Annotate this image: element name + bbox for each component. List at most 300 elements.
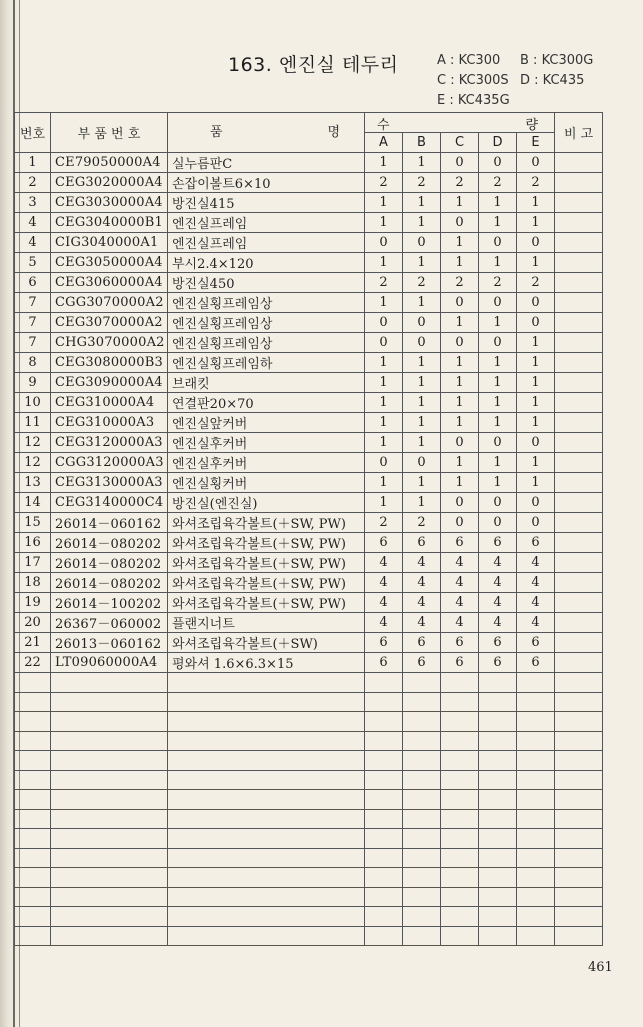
quantity-cell: 4 xyxy=(365,593,403,613)
quantity-cell: 6 xyxy=(517,533,555,553)
part-name: 엔진실횡프레임상 xyxy=(168,333,365,353)
part-number xyxy=(51,731,168,751)
quantity-cell: 0 xyxy=(365,333,403,353)
part-name: 브래킷 xyxy=(168,373,365,393)
table-row xyxy=(15,493,603,513)
quantity-cell: 1 xyxy=(517,353,555,373)
quantity-cell: 0 xyxy=(479,433,517,453)
quantity-cell: 4 xyxy=(403,613,441,633)
quantity-cell: 2 xyxy=(441,273,479,293)
row-number xyxy=(15,731,51,751)
page-number: 461 xyxy=(588,960,613,975)
quantity-cell: 1 xyxy=(517,413,555,433)
quantity-cell: 0 xyxy=(403,333,441,353)
quantity-cell: 1 xyxy=(441,313,479,333)
quantity-cell xyxy=(479,712,517,732)
quantity-cell xyxy=(365,887,403,907)
quantity-cell xyxy=(441,848,479,868)
quantity-cell: 0 xyxy=(517,493,555,513)
part-number: CEG3120000A3 xyxy=(51,433,168,453)
remark-cell xyxy=(555,233,603,253)
quantity-cell: 6 xyxy=(365,653,403,673)
quantity-cell: 1 xyxy=(365,373,403,393)
row-number: 7 xyxy=(15,313,51,333)
header-col-e: E xyxy=(517,133,555,153)
quantity-cell: 2 xyxy=(365,273,403,293)
row-number xyxy=(15,926,51,946)
table-row xyxy=(15,393,603,413)
quantity-cell xyxy=(479,907,517,927)
quantity-cell: 0 xyxy=(517,293,555,313)
part-number: CEG3070000A2 xyxy=(51,313,168,333)
quantity-cell: 6 xyxy=(365,633,403,653)
row-number: 15 xyxy=(15,513,51,533)
row-number: 20 xyxy=(15,613,51,633)
header-col-a: A xyxy=(365,133,403,153)
quantity-cell: 4 xyxy=(365,553,403,573)
remark-cell xyxy=(555,473,603,493)
quantity-cell xyxy=(365,673,403,693)
quantity-cell: 0 xyxy=(441,213,479,233)
table-row xyxy=(15,513,603,533)
row-number xyxy=(15,887,51,907)
quantity-cell xyxy=(365,926,403,946)
part-number: CHG3070000A2 xyxy=(51,333,168,353)
quantity-cell: 0 xyxy=(479,513,517,533)
quantity-cell: 1 xyxy=(441,393,479,413)
quantity-cell xyxy=(517,926,555,946)
table-row xyxy=(15,233,603,253)
empty-table-row xyxy=(15,751,603,771)
part-name xyxy=(168,673,365,693)
quantity-cell: 6 xyxy=(517,633,555,653)
header-col-d: D xyxy=(479,133,517,153)
remark-cell xyxy=(555,907,603,927)
quantity-cell: 6 xyxy=(365,533,403,553)
part-name: 와셔조립육각볼트(＋SW) xyxy=(168,633,365,653)
part-name xyxy=(168,731,365,751)
row-number: 6 xyxy=(15,273,51,293)
part-number xyxy=(51,770,168,790)
quantity-cell xyxy=(403,770,441,790)
row-number: 13 xyxy=(15,473,51,493)
quantity-cell xyxy=(441,809,479,829)
quantity-cell: 4 xyxy=(441,593,479,613)
quantity-cell xyxy=(479,809,517,829)
quantity-cell: 0 xyxy=(517,233,555,253)
row-number: 8 xyxy=(15,353,51,373)
table-row xyxy=(15,373,603,393)
quantity-cell xyxy=(517,887,555,907)
part-number: CEG3030000A4 xyxy=(51,193,168,213)
header-name xyxy=(168,113,365,153)
table-row xyxy=(15,293,603,313)
quantity-cell: 0 xyxy=(441,493,479,513)
row-number xyxy=(15,692,51,712)
quantity-cell xyxy=(517,907,555,927)
empty-table-row xyxy=(15,731,603,751)
part-number xyxy=(51,868,168,888)
part-number xyxy=(51,829,168,849)
quantity-cell xyxy=(403,751,441,771)
remark-cell xyxy=(555,153,603,173)
remark-cell xyxy=(555,593,603,613)
quantity-cell: 1 xyxy=(441,473,479,493)
part-number xyxy=(51,712,168,732)
quantity-cell: 0 xyxy=(479,153,517,173)
quantity-cell: 0 xyxy=(365,313,403,333)
remark-cell xyxy=(555,573,603,593)
quantity-cell: 6 xyxy=(517,653,555,673)
quantity-cell: 1 xyxy=(479,253,517,273)
quantity-cell xyxy=(517,770,555,790)
row-number: 16 xyxy=(15,533,51,553)
quantity-cell xyxy=(365,770,403,790)
part-number xyxy=(51,692,168,712)
row-number: 5 xyxy=(15,253,51,273)
row-number: 4 xyxy=(15,213,51,233)
row-number: 12 xyxy=(15,453,51,473)
quantity-cell: 1 xyxy=(517,373,555,393)
header-no: 번호 xyxy=(15,113,51,153)
part-number: 26014－100202 xyxy=(51,593,168,613)
quantity-cell xyxy=(479,731,517,751)
quantity-cell: 1 xyxy=(441,353,479,373)
quantity-cell: 0 xyxy=(479,493,517,513)
table-row xyxy=(15,573,603,593)
quantity-cell: 1 xyxy=(403,493,441,513)
quantity-cell xyxy=(365,848,403,868)
table-row xyxy=(15,433,603,453)
part-number: CEG3040000B1 xyxy=(51,213,168,233)
quantity-cell: 1 xyxy=(403,193,441,213)
part-name: 엔진실프레임 xyxy=(168,233,365,253)
remark-cell xyxy=(555,887,603,907)
quantity-cell xyxy=(517,731,555,751)
quantity-cell: 4 xyxy=(365,613,403,633)
header-quantity xyxy=(365,113,555,133)
quantity-cell: 4 xyxy=(479,573,517,593)
part-name: 와셔조립육각볼트(＋SW, PW) xyxy=(168,593,365,613)
remark-cell xyxy=(555,373,603,393)
quantity-cell: 1 xyxy=(479,313,517,333)
row-number: 17 xyxy=(15,553,51,573)
quantity-cell: 1 xyxy=(365,193,403,213)
part-number: CEG3090000A4 xyxy=(51,373,168,393)
quantity-cell xyxy=(365,790,403,810)
quantity-cell: 4 xyxy=(517,573,555,593)
quantity-cell: 1 xyxy=(517,393,555,413)
quantity-cell: 0 xyxy=(479,233,517,253)
empty-table-row xyxy=(15,907,603,927)
quantity-cell: 1 xyxy=(479,413,517,433)
part-name xyxy=(168,868,365,888)
quantity-cell xyxy=(517,751,555,771)
remark-cell xyxy=(555,633,603,653)
remark-cell xyxy=(555,333,603,353)
quantity-cell: 1 xyxy=(403,153,441,173)
quantity-cell: 1 xyxy=(365,253,403,273)
quantity-cell: 1 xyxy=(479,393,517,413)
quantity-cell xyxy=(403,673,441,693)
remark-cell xyxy=(555,553,603,573)
quantity-cell: 4 xyxy=(403,573,441,593)
quantity-cell xyxy=(403,887,441,907)
quantity-cell: 0 xyxy=(517,153,555,173)
quantity-cell: 0 xyxy=(441,433,479,453)
quantity-cell xyxy=(517,790,555,810)
header-col-c: C xyxy=(441,133,479,153)
quantity-cell: 1 xyxy=(441,373,479,393)
part-number: CEG310000A3 xyxy=(51,413,168,433)
quantity-cell xyxy=(403,848,441,868)
part-number: 26367－060002 xyxy=(51,613,168,633)
quantity-cell xyxy=(365,712,403,732)
remark-cell xyxy=(555,513,603,533)
quantity-cell: 1 xyxy=(517,473,555,493)
part-name: 엔진실후커버 xyxy=(168,433,365,453)
row-number xyxy=(15,829,51,849)
quantity-cell: 4 xyxy=(517,553,555,573)
part-name xyxy=(168,848,365,868)
remark-cell xyxy=(555,809,603,829)
remark-cell xyxy=(555,493,603,513)
row-number xyxy=(15,809,51,829)
quantity-cell xyxy=(479,829,517,849)
header-col-b: B xyxy=(403,133,441,153)
row-number xyxy=(15,907,51,927)
quantity-cell: 6 xyxy=(441,533,479,553)
part-name: 와셔조립육각볼트(＋SW, PW) xyxy=(168,553,365,573)
quantity-cell: 6 xyxy=(403,533,441,553)
quantity-cell xyxy=(517,673,555,693)
part-name: 와셔조립육각볼트(＋SW, PW) xyxy=(168,513,365,533)
quantity-cell xyxy=(365,829,403,849)
quantity-cell xyxy=(441,673,479,693)
part-name: 엔진실앞커버 xyxy=(168,413,365,433)
remark-cell xyxy=(555,868,603,888)
quantity-cell: 1 xyxy=(517,253,555,273)
table-row xyxy=(15,453,603,473)
quantity-cell xyxy=(403,809,441,829)
remark-cell xyxy=(555,731,603,751)
empty-table-row xyxy=(15,887,603,907)
remark-cell xyxy=(555,533,603,553)
remark-cell xyxy=(555,313,603,333)
model-legend-c: C : KC300S xyxy=(437,73,509,88)
quantity-cell: 1 xyxy=(517,213,555,233)
quantity-cell: 1 xyxy=(479,373,517,393)
quantity-cell: 4 xyxy=(441,553,479,573)
part-name xyxy=(168,790,365,810)
empty-table-row xyxy=(15,673,603,693)
quantity-cell: 1 xyxy=(479,213,517,233)
part-name: 엔진실횡프레임상 xyxy=(168,293,365,313)
quantity-cell: 4 xyxy=(441,613,479,633)
quantity-cell: 4 xyxy=(517,613,555,633)
quantity-cell: 1 xyxy=(403,393,441,413)
quantity-cell: 6 xyxy=(403,633,441,653)
part-name: 엔진실후커버 xyxy=(168,453,365,473)
quantity-cell: 0 xyxy=(479,333,517,353)
row-number: 18 xyxy=(15,573,51,593)
quantity-cell: 6 xyxy=(479,533,517,553)
table-row xyxy=(15,193,603,213)
quantity-cell: 1 xyxy=(441,233,479,253)
quantity-cell: 2 xyxy=(479,173,517,193)
part-name xyxy=(168,770,365,790)
quantity-cell: 2 xyxy=(479,273,517,293)
model-legend-a: A : KC300 xyxy=(437,53,501,68)
quantity-cell: 1 xyxy=(365,473,403,493)
quantity-cell xyxy=(441,829,479,849)
model-legend-b: B : KC300G xyxy=(520,53,594,68)
page-title: 163. 엔진실 테두리 xyxy=(228,54,399,76)
quantity-cell xyxy=(441,887,479,907)
row-number xyxy=(15,673,51,693)
quantity-cell xyxy=(365,809,403,829)
table-row xyxy=(15,213,603,233)
quantity-cell: 4 xyxy=(479,553,517,573)
part-number xyxy=(51,790,168,810)
quantity-cell: 1 xyxy=(403,353,441,373)
table-row xyxy=(15,633,603,653)
parts-table xyxy=(14,112,603,946)
row-number: 1 xyxy=(15,153,51,173)
remark-cell xyxy=(555,829,603,849)
empty-table-row xyxy=(15,829,603,849)
remark-cell xyxy=(555,926,603,946)
quantity-cell: 1 xyxy=(403,213,441,233)
remark-cell xyxy=(555,770,603,790)
header-name-left: 품 xyxy=(210,125,223,140)
empty-table-row xyxy=(15,868,603,888)
quantity-cell xyxy=(365,868,403,888)
quantity-cell: 1 xyxy=(365,213,403,233)
header-qty-left: 수 xyxy=(377,118,390,133)
quantity-cell xyxy=(517,809,555,829)
quantity-cell xyxy=(403,926,441,946)
quantity-cell: 1 xyxy=(479,193,517,213)
quantity-cell: 2 xyxy=(403,273,441,293)
quantity-cell: 0 xyxy=(517,313,555,333)
quantity-cell xyxy=(479,887,517,907)
quantity-cell: 6 xyxy=(479,653,517,673)
quantity-cell: 4 xyxy=(479,613,517,633)
quantity-cell: 4 xyxy=(365,573,403,593)
row-number: 4 xyxy=(15,233,51,253)
part-name: 엔진실횡프레임하 xyxy=(168,353,365,373)
quantity-cell: 2 xyxy=(403,173,441,193)
row-number: 7 xyxy=(15,333,51,353)
model-legend-d: D : KC435 xyxy=(520,73,585,88)
part-name xyxy=(168,751,365,771)
table-row xyxy=(15,153,603,173)
part-name: 부시2.4×120 xyxy=(168,253,365,273)
part-number xyxy=(51,887,168,907)
quantity-cell: 1 xyxy=(403,473,441,493)
quantity-cell: 0 xyxy=(365,453,403,473)
row-number xyxy=(15,790,51,810)
row-number: 22 xyxy=(15,653,51,673)
quantity-cell xyxy=(441,712,479,732)
part-number xyxy=(51,673,168,693)
quantity-cell xyxy=(403,829,441,849)
part-number xyxy=(51,809,168,829)
quantity-cell: 0 xyxy=(479,293,517,313)
quantity-cell: 1 xyxy=(403,413,441,433)
row-number: 10 xyxy=(15,393,51,413)
quantity-cell: 1 xyxy=(517,333,555,353)
part-name: 플랜지너트 xyxy=(168,613,365,633)
quantity-cell: 0 xyxy=(403,233,441,253)
empty-table-row xyxy=(15,848,603,868)
quantity-cell xyxy=(479,790,517,810)
quantity-cell: 1 xyxy=(441,253,479,273)
quantity-cell: 1 xyxy=(441,453,479,473)
table-row xyxy=(15,653,603,673)
remark-cell xyxy=(555,790,603,810)
quantity-cell xyxy=(517,848,555,868)
quantity-cell: 6 xyxy=(479,633,517,653)
quantity-cell xyxy=(517,712,555,732)
part-number: CEG310000A4 xyxy=(51,393,168,413)
row-number xyxy=(15,848,51,868)
table-row xyxy=(15,273,603,293)
quantity-cell: 1 xyxy=(403,253,441,273)
quantity-cell: 6 xyxy=(441,633,479,653)
quantity-cell: 0 xyxy=(441,293,479,313)
quantity-cell xyxy=(441,907,479,927)
row-number: 19 xyxy=(15,593,51,613)
quantity-cell: 6 xyxy=(441,653,479,673)
remark-cell xyxy=(555,848,603,868)
quantity-cell: 4 xyxy=(517,593,555,613)
quantity-cell xyxy=(517,829,555,849)
part-name: 실누름판C xyxy=(168,153,365,173)
remark-cell xyxy=(555,293,603,313)
table-row xyxy=(15,333,603,353)
part-number: 26014－060162 xyxy=(51,513,168,533)
part-number: CGG3120000A3 xyxy=(51,453,168,473)
remark-cell xyxy=(555,613,603,633)
part-number: CEG3020000A4 xyxy=(51,173,168,193)
quantity-cell: 2 xyxy=(365,173,403,193)
quantity-cell: 1 xyxy=(479,453,517,473)
quantity-cell: 1 xyxy=(403,293,441,313)
part-name: 방진실450 xyxy=(168,273,365,293)
quantity-cell: 1 xyxy=(365,493,403,513)
header-qty-right: 량 xyxy=(525,118,539,133)
remark-cell xyxy=(555,433,603,453)
table-row xyxy=(15,593,603,613)
remark-cell xyxy=(555,393,603,413)
part-name xyxy=(168,809,365,829)
part-number: CEG3060000A4 xyxy=(51,273,168,293)
part-number: LT09060000A4 xyxy=(51,653,168,673)
part-number xyxy=(51,907,168,927)
part-number: 26013－060162 xyxy=(51,633,168,653)
quantity-cell xyxy=(441,731,479,751)
part-name: 와셔조립육각볼트(＋SW, PW) xyxy=(168,533,365,553)
quantity-cell: 2 xyxy=(441,173,479,193)
part-number: 26014－080202 xyxy=(51,553,168,573)
quantity-cell: 1 xyxy=(479,473,517,493)
table-row xyxy=(15,533,603,553)
quantity-cell xyxy=(479,926,517,946)
quantity-cell: 4 xyxy=(403,553,441,573)
quantity-cell: 4 xyxy=(441,573,479,593)
